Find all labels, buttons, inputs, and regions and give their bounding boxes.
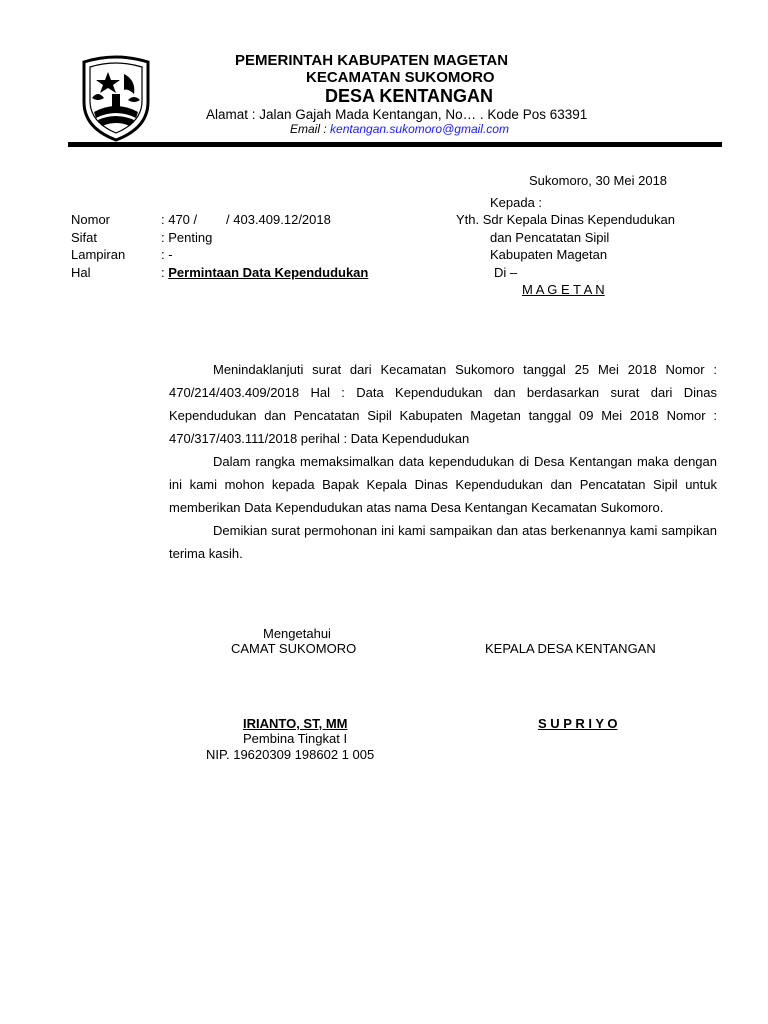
lampiran-value: : -: [161, 247, 173, 262]
recipient-line1: Yth. Sdr Kepala Dinas Kependudukan: [456, 212, 675, 227]
recipient-kepada: Kepada :: [490, 195, 543, 210]
signature-left-rank: Pembina Tingkat I: [243, 731, 348, 746]
letter-body: [169, 358, 717, 565]
body-paragraph-3: Demikian surat permohonan ini kami sampaikan dan atas berkenannya kami sampikan terima kasih.: [169, 523, 717, 561]
email-label: Email :: [290, 122, 327, 136]
letterhead-email-row: [290, 122, 509, 136]
lampiran-label: Lampiran: [71, 247, 126, 262]
letterhead-address: Alamat : Jalan Gajah Mada Kentangan, No… . Kode Pos 63391: [206, 107, 588, 122]
nomor-label: Nomor: [71, 212, 111, 227]
signature-right-name: S U P R I Y O: [538, 716, 618, 731]
signature-left-nip: NIP. 19620309 198602 1 005: [206, 747, 375, 762]
body-paragraph-1: Menindaklanjuti surat dari Kecamatan Sukomoro tanggal 25 Mei 2018 Nomor : 470/214/403.409/2018 Hal : Data Kependudukan dan berdasarkan surat dari Dinas Kependudukan dan Pencatatan Sipil Kabupaten Magetan tanggal 09 Mei 2018 Nomor : 470/317/403.111/2018 perihal : Data Kependudukan: [169, 362, 717, 446]
signature-right-title: KEPALA DESA KENTANGAN: [485, 641, 656, 656]
hal-label: Hal: [71, 265, 91, 280]
signature-left-title: CAMAT SUKOMORO: [231, 641, 357, 656]
signature-left-name: IRIANTO, ST, MM: [243, 716, 348, 731]
hal-row: [161, 265, 368, 280]
nomor-value: : 470 / / 403.409.12/2018: [161, 212, 331, 227]
recipient-line2: dan Pencatatan Sipil: [490, 230, 610, 245]
sifat-label: Sifat: [71, 230, 98, 245]
letterhead-government: PEMERINTAH KABUPATEN MAGETAN: [235, 52, 509, 69]
hal-subject: Permintaan Data Kependudukan: [168, 265, 369, 280]
recipient-line3: Kabupaten Magetan: [490, 247, 608, 262]
sifat-value: : Penting: [161, 230, 213, 245]
place-date: Sukomoro, 30 Mei 2018: [529, 173, 668, 188]
body-paragraph-2: Dalam rangka memaksimalkan data kependudukan di Desa Kentangan maka dengan ini kami mohon kepada Bapak Kepala Dinas Kependudukan dan Pencatatan Sipil untuk memberikan Data Kependudukan atas nama Desa Kentangan Kecamatan Sukomoro.: [169, 454, 717, 515]
letterhead-district: KECAMATAN SUKOMORO: [306, 69, 495, 86]
recipient-city: M A G E T A N: [522, 282, 605, 297]
letterhead-village: DESA KENTANGAN: [325, 86, 494, 106]
signature-left-mengetahui: Mengetahui: [263, 626, 331, 641]
recipient-di: Di –: [494, 265, 518, 280]
regency-emblem-logo: [78, 54, 154, 142]
email-link[interactable]: kentangan.sukomoro@gmail.com: [330, 122, 509, 136]
letterhead-divider: [68, 142, 722, 147]
hal-colon: :: [161, 265, 165, 280]
